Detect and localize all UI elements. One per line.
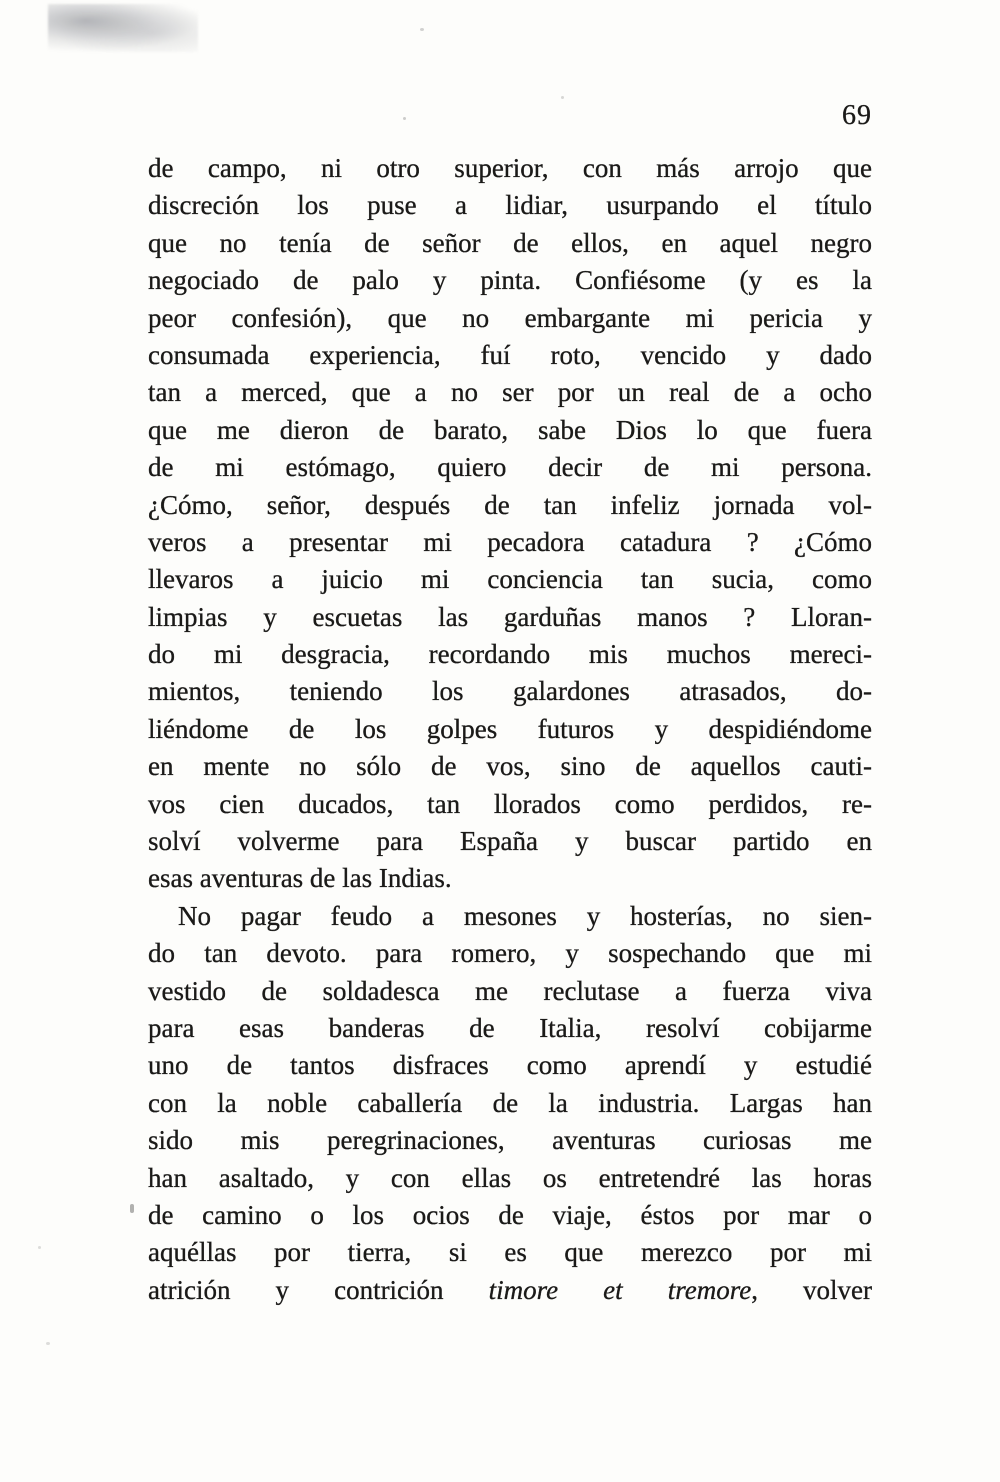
text-line: liéndome de los golpes futuros y despidiéndome	[148, 713, 872, 744]
text-line: ¿Cómo, señor, después de tan infeliz jornada vol-	[148, 489, 872, 520]
text-line: que me dieron de barato, sabe Dios lo que fuera	[148, 414, 872, 445]
text-line: con la noble caballería de la industria. Largas han	[148, 1087, 872, 1118]
text-line: han asaltado, y con ellas os entretendré las horas	[148, 1162, 872, 1193]
scan-artifact	[38, 1246, 41, 1249]
text-block	[148, 150, 872, 1309]
page-number: 69	[842, 100, 872, 131]
text-line: en mente no sólo de vos, sino de aquellos cauti-	[148, 751, 872, 782]
text-segment: , volver	[751, 1274, 872, 1305]
text-segment: atrición y contrición	[148, 1274, 489, 1305]
text-line: do mi desgracia, recordando mis muchos mereci-	[148, 639, 872, 670]
scan-artifact	[420, 28, 424, 31]
text-line: de campo, ni otro superior, con más arrojo que	[148, 153, 872, 183]
text-line: No pagar feudo a mesones y hosterías, no sien-	[178, 900, 872, 931]
paragraph-2	[148, 898, 872, 1309]
text-line-with-italic	[148, 1272, 872, 1309]
text-line: esas aventuras de las Indias.	[148, 863, 452, 894]
text-line: que no tenía de señor de ellos, en aquel negro	[148, 227, 872, 258]
scan-artifact	[561, 96, 564, 99]
text-line: vestido de soldadesca me reclutase a fuerza viva	[148, 975, 872, 1006]
scan-artifact	[46, 1342, 50, 1345]
text-line: de mi estómago, quiero decir de mi persona.	[148, 452, 872, 483]
text-line: llevaros a juicio mi conciencia tan sucia, como	[148, 564, 872, 595]
text-line: solví volverme para España y buscar partido en	[148, 826, 872, 857]
text-line: peor confesión), que no embargante mi pericia y	[148, 302, 872, 333]
text-line: limpias y escuetas las garduñas manos ? Lloran-	[148, 601, 872, 632]
text-line: do tan devoto. para romero, y sospechando que mi	[148, 938, 872, 969]
text-line: para esas banderas de Italia, resolví cobijarme	[148, 1012, 872, 1043]
text-line: uno de tantos disfraces como aprendí y estudié	[148, 1050, 872, 1081]
italic-text-segment: timore et tremore	[488, 1274, 752, 1305]
text-line: vos cien ducados, tan llorados como perdidos, re-	[148, 788, 872, 819]
text-line: veros a presentar mi pecadora catadura ? ¿Cómo	[148, 526, 872, 557]
text-line: mientos, teniendo los galardones atrasados, do-	[148, 676, 872, 707]
text-line: de camino o los ocios de viaje, éstos por mar o	[148, 1199, 872, 1230]
scan-smudge	[48, 4, 198, 52]
text-line: consumada experiencia, fuí roto, vencido y dado	[148, 339, 872, 370]
text-line: sido mis peregrinaciones, aventuras curiosas me	[148, 1125, 872, 1156]
text-line: discreción los puse a lidiar, usurpando el título	[148, 190, 872, 221]
text-line: aquéllas por tierra, si es que merezco por mi	[148, 1237, 872, 1268]
scan-artifact	[130, 1204, 134, 1213]
text-line: tan a merced, que a no ser por un real de a ocho	[148, 377, 872, 408]
text-line: negociado de palo y pinta. Confiésome (y es la	[148, 265, 872, 296]
paragraph-1	[148, 150, 872, 898]
